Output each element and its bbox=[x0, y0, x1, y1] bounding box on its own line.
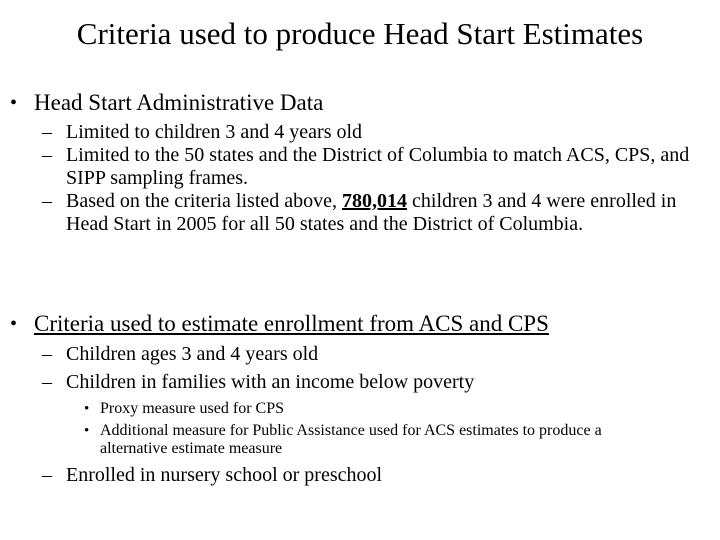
section1-heading-text: Head Start Administrative Data bbox=[34, 90, 324, 115]
dash-icon: – bbox=[42, 121, 52, 143]
section1-item-text: Limited to the 50 states and the District of Columbia to match ACS, CPS, and SIPP sampling frames. bbox=[66, 144, 690, 189]
section1-item-text-after: children 3 and 4 were enrolled in Head Start in 2005 for all 50 states and the District of Columbia. bbox=[66, 190, 677, 235]
bullet-icon: • bbox=[10, 92, 18, 114]
section1-item bbox=[0, 121, 696, 144]
section1-item bbox=[0, 144, 696, 190]
dash-icon: – bbox=[42, 190, 52, 212]
section1-heading bbox=[0, 89, 720, 117]
bullet-icon: • bbox=[10, 313, 18, 335]
section-acs-cps-criteria bbox=[0, 310, 720, 487]
section2-heading-text: Criteria used to estimate enrollment from ACS and CPS bbox=[34, 311, 549, 336]
slide-title: Criteria used to produce Head Start Estimates bbox=[76, 16, 644, 51]
section2-subitem-text: Additional measure for Public Assistance used for ACS estimates to produce a alternative estimate measure bbox=[100, 422, 602, 457]
section2-subitem-text: Proxy measure used for CPS bbox=[100, 400, 284, 417]
bullet-icon: • bbox=[84, 423, 90, 439]
section1-item-text-before: Based on the criteria listed above, bbox=[66, 190, 338, 212]
section2-heading bbox=[0, 310, 720, 338]
section2-item bbox=[0, 464, 696, 487]
section2-item-text: Enrolled in nursery school or preschool bbox=[66, 464, 383, 486]
section1-item bbox=[0, 190, 696, 236]
bullet-icon: • bbox=[84, 401, 90, 417]
dash-icon: – bbox=[42, 371, 52, 393]
section-head-start-admin bbox=[0, 89, 720, 236]
section2-subitem bbox=[0, 400, 660, 418]
section2-item-text: Children ages 3 and 4 years old bbox=[66, 343, 319, 365]
enrollment-count-highlight: 780,014 bbox=[342, 190, 408, 212]
section2-item bbox=[0, 343, 696, 366]
dash-icon: – bbox=[42, 343, 52, 365]
section2-item-text: Children in families with an income below poverty bbox=[66, 371, 475, 393]
dash-icon: – bbox=[42, 144, 52, 166]
section2-subitem bbox=[0, 422, 660, 458]
dash-icon: – bbox=[42, 464, 52, 486]
section2-item bbox=[0, 371, 696, 394]
section1-item-text: Limited to children 3 and 4 years old bbox=[66, 121, 363, 143]
